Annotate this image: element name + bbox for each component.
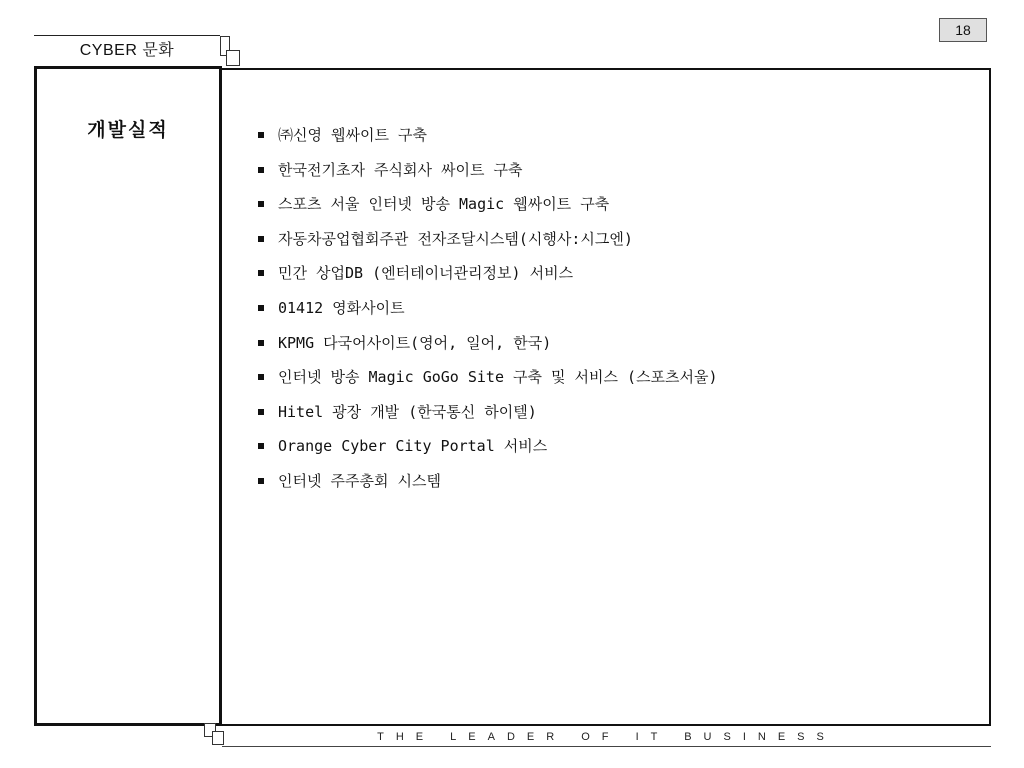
bullet-icon xyxy=(258,270,264,276)
bullet-icon xyxy=(258,478,264,484)
list-item xyxy=(258,153,718,188)
list-item-text: 스포츠 서울 인터넷 방송 Magic 웹싸이트 구축 xyxy=(278,195,610,214)
list-item-text: 인터넷 주주총회 시스템 xyxy=(278,471,441,490)
bullet-icon xyxy=(258,443,264,449)
list-item-text: 자동차공업협회주관 전자조달시스템(시행사:시그엔) xyxy=(278,229,633,248)
bullet-icon xyxy=(258,340,264,346)
bullet-icon xyxy=(258,167,264,173)
list-item xyxy=(258,395,718,430)
sidebar-panel xyxy=(34,66,222,726)
list-item xyxy=(258,360,718,395)
list-item-text: 한국전기초자 주식회사 싸이트 구축 xyxy=(278,160,523,179)
page-number: 18 xyxy=(939,18,987,42)
project-list xyxy=(258,118,718,499)
sidebar-title: 개발실적 xyxy=(87,119,169,141)
footer-divider xyxy=(222,746,991,747)
list-item xyxy=(258,291,718,326)
list-item-text: KPMG 다국어사이트(영어, 일어, 한국) xyxy=(278,333,552,352)
tab-decoration xyxy=(226,50,240,66)
list-item xyxy=(258,118,718,153)
list-item-text: 인터넷 방송 Magic GoGo Site 구축 및 서비스 (스포츠서울) xyxy=(278,368,718,387)
bullet-icon xyxy=(258,374,264,380)
list-item-text: 민간 상업DB (엔터테이너관리정보) 서비스 xyxy=(278,264,574,283)
footer-tagline: THE LEADER OF IT BUSINESS xyxy=(377,731,836,743)
list-item xyxy=(258,326,718,361)
list-item xyxy=(258,187,718,222)
bullet-icon xyxy=(258,201,264,207)
content-panel xyxy=(222,68,991,726)
list-item xyxy=(258,429,718,464)
list-item-text: ㈜신영 웹싸이트 구축 xyxy=(278,126,427,144)
bullet-icon xyxy=(258,409,264,415)
list-item-text: Orange Cyber City Portal 서비스 xyxy=(278,437,548,456)
list-item-text: 01412 영화사이트 xyxy=(278,298,405,317)
list-item xyxy=(258,222,718,257)
list-item-text: Hitel 광장 개발 (한국통신 하이텔) xyxy=(278,402,537,421)
bullet-icon xyxy=(258,132,264,138)
list-item xyxy=(258,256,718,291)
bullet-icon xyxy=(258,236,264,242)
bullet-icon xyxy=(258,305,264,311)
section-label: CYBER 문화 xyxy=(34,35,220,66)
list-item xyxy=(258,464,718,499)
